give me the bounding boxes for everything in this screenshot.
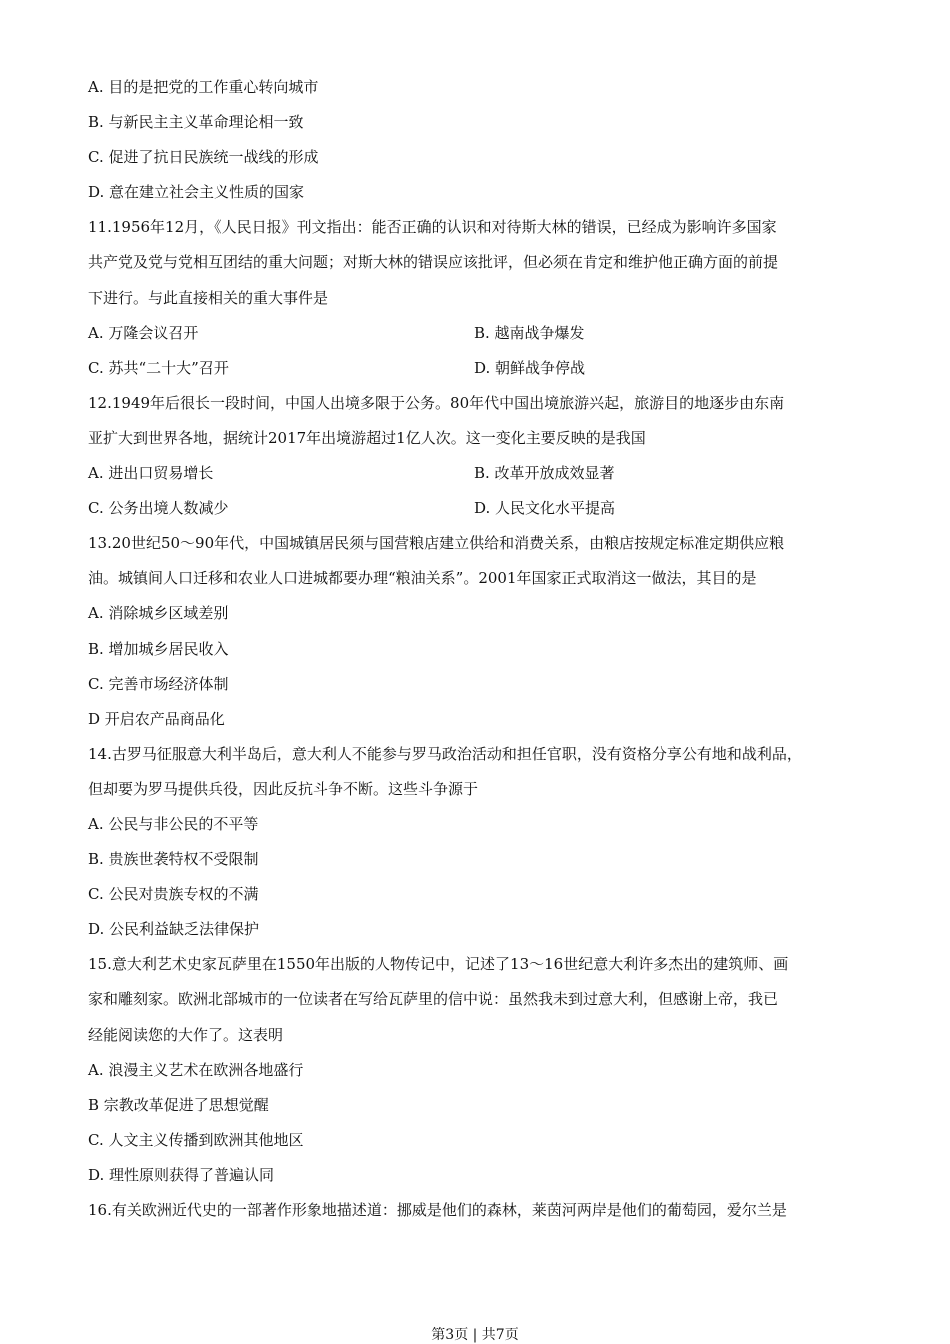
option: A. 公民与非公民的不平等 [88, 814, 259, 833]
option: B. 改革开放成效显著 [474, 464, 615, 483]
option-row [88, 491, 878, 526]
question-block [88, 386, 878, 526]
option: A. 万隆会议召开 [88, 323, 199, 342]
option: A. 浪漫主义艺术在欧洲各地盛行 [88, 1060, 304, 1079]
option: C. 公民对贵族专权的不满 [88, 885, 259, 904]
question-stem-line: 下进行。与此直接相关的重大事件是 [88, 288, 329, 307]
option: D. 朝鲜战争停战 [474, 358, 586, 377]
question-block [88, 526, 878, 737]
option-row [88, 351, 878, 386]
option-row [88, 456, 878, 491]
option: C. 苏共“二十大”召开 [88, 358, 229, 377]
question-stem-line: 14.古罗马征服意大利半岛后，意大利人不能参与罗马政治活动和担任官职，没有资格分享公有地和战利品， [88, 744, 802, 763]
option: B. 增加城乡居民收入 [88, 639, 229, 658]
option: A. 消除城乡区域差别 [88, 604, 229, 623]
option: B. 与新民主主义革命理论相一致 [88, 113, 304, 132]
option: D. 意在建立社会主义性质的国家 [88, 183, 305, 202]
question-stem-line: 亚扩大到世界各地，据统计2017年出境游超过1亿人次。这一变化主要反映的是我国 [88, 428, 646, 447]
question-stem-line: 11.1956年12月，《人民日报》刊文指出：能否正确的认识和对待斯大林的错误，已经成为影响许多国家 [88, 218, 777, 237]
question-stem-line: 家和雕刻家。欧洲北部城市的一位读者在写给瓦萨里的信中说：虽然我未到过意大利，但感谢上帝，我已 [88, 990, 779, 1009]
option: C. 促进了抗日民族统一战线的形成 [88, 148, 319, 167]
question-block [88, 947, 878, 1193]
question-block [88, 210, 878, 385]
option: D. 人民文化水平提高 [474, 499, 616, 518]
question-stem-line: 共产党及党与党相互团结的重大问题；对斯大林的错误应该批评，但必须在肯定和维护他正确方面的前提 [88, 253, 779, 272]
page-content [88, 70, 878, 1228]
question-stem-line: 16.有关欧洲近代史的一部著作形象地描述道：挪威是他们的森林，莱茵河两岸是他们的葡萄园，爱尔兰是 [88, 1201, 787, 1219]
question-stem-line: 13.20世纪50～90年代，中国城镇居民须与国营粮店建立供给和消费关系，由粮店按规定标准定期供应粮 [88, 534, 785, 553]
option: D 开启农产品商品化 [88, 709, 225, 728]
option: B 宗教改革促进了思想觉醒 [88, 1095, 269, 1114]
question-stem-line: 但却要为罗马提供兵役，因此反抗斗争不断。这些斗争源于 [88, 779, 479, 798]
question-stem-line: 15.意大利艺术史家瓦萨里在1550年出版的人物传记中，记述了13～16世纪意大利许多杰出的建筑师、画 [88, 955, 789, 974]
option: A. 目的是把党的工作重心转向城市 [88, 78, 319, 96]
question-stem-line: 油。城镇间人口迁移和农业人口进城都要办理“粮油关系”。2001年国家正式取消这一做法，其目的是 [88, 569, 757, 588]
option: C. 公务出境人数减少 [88, 499, 229, 518]
option: D. 公民利益缺乏法律保护 [88, 920, 260, 939]
question-stem-line: 12.1949年后很长一段时间，中国人出境多限于公务。80年代中国出境旅游兴起，旅游目的地逐步由东南 [88, 393, 785, 412]
option: B. 贵族世袭特权不受限制 [88, 850, 259, 869]
option: A. 进出口贸易增长 [88, 464, 214, 483]
option: D. 理性原则获得了普遍认同 [88, 1165, 275, 1184]
question-block [88, 1193, 878, 1228]
question-stem-line: 经能阅读您的大作了。这表明 [88, 1025, 284, 1044]
option: C. 人文主义传播到欧洲其他地区 [88, 1130, 304, 1149]
option-row [88, 316, 878, 351]
page-footer: 第3页 | 共7页 [431, 1327, 519, 1343]
option: C. 完善市场经济体制 [88, 674, 229, 693]
question-block [88, 737, 878, 948]
option: B. 越南战争爆发 [474, 323, 585, 342]
